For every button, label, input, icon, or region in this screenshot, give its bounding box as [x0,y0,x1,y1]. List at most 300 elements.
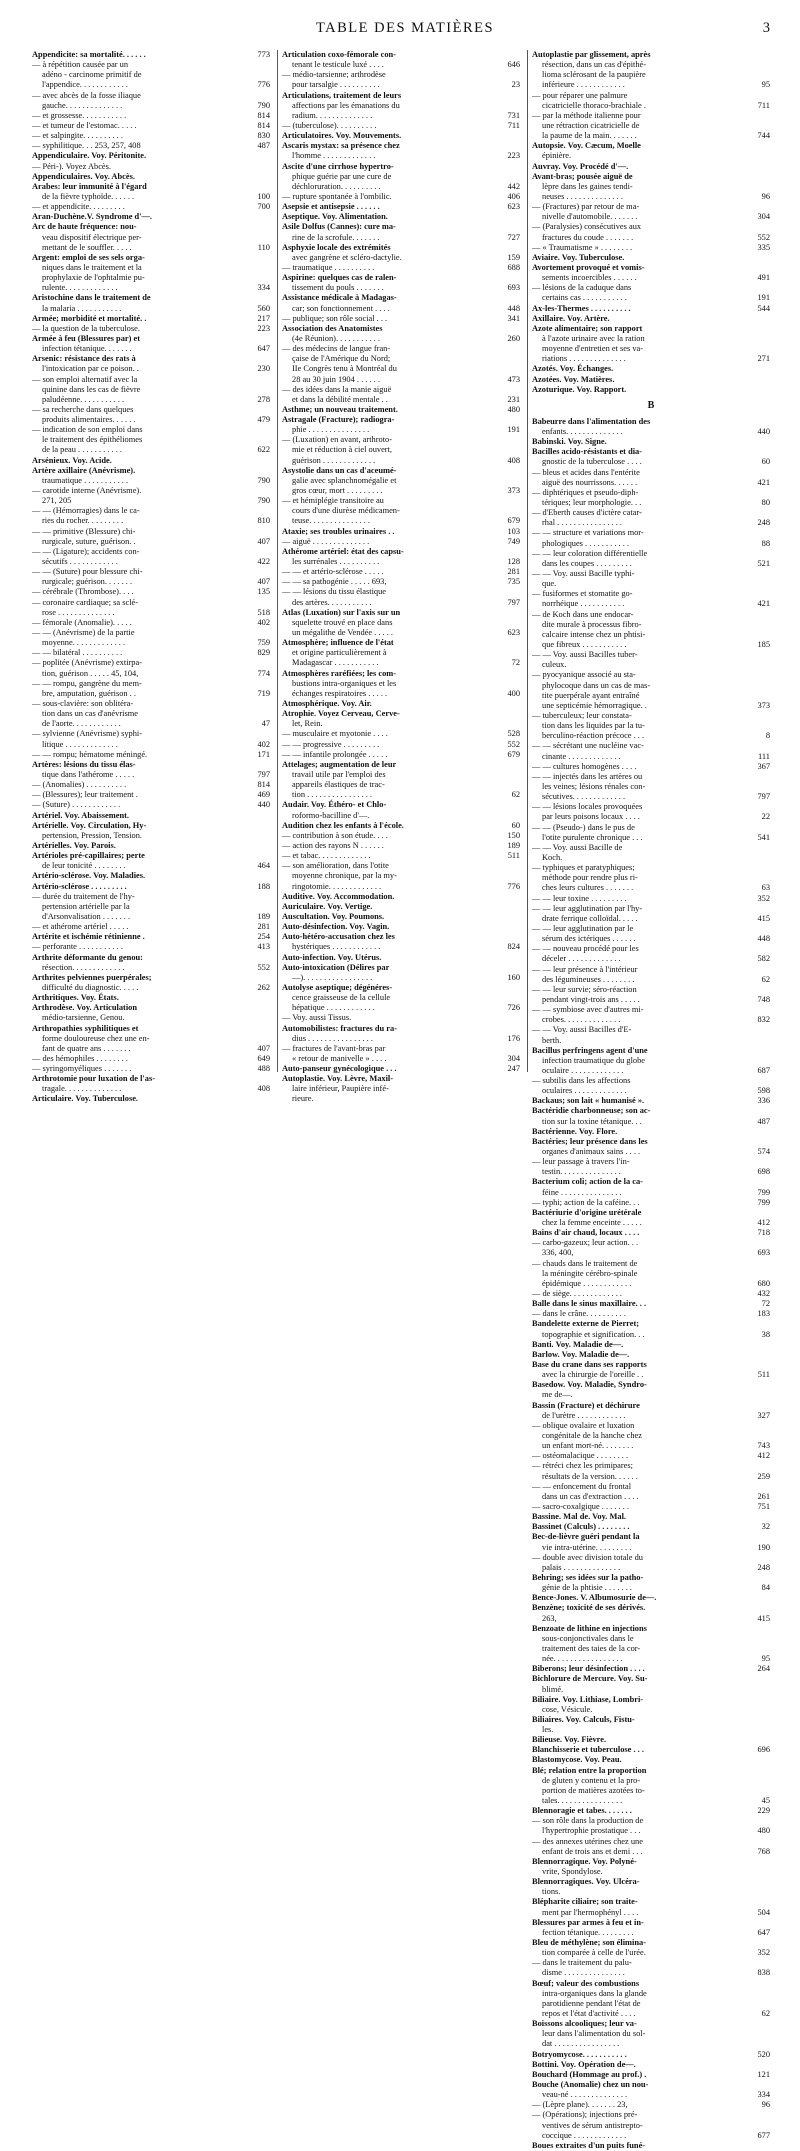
index-entry-continuation [532,1036,770,1046]
page-reference: 511 [742,1370,770,1380]
page-reference: 407 [242,537,270,547]
entry-text: Arsénieux. Voy. Acide. [32,455,112,465]
entry-text: squelette trouvé en place dans [292,617,393,627]
index-subentry [532,222,770,232]
entry-text: — coronaire cardiaque; sa sclé- [32,597,139,607]
index-entry [532,1624,770,1634]
index-entry-continuation [282,60,520,70]
entry-text: avec gangrène et scléro-dactylie. [292,252,402,262]
index-entry [532,50,770,60]
index-subentry [32,658,270,668]
entry-text: sous-conjonctivales dans le [542,1633,634,1643]
index-entry-continuation [32,364,270,374]
index-entry-continuation [532,2131,770,2141]
entry-text: tion dans les liquides par la tu- [542,721,645,731]
page-reference: 135 [242,587,270,597]
entry-text: infection traumatique du globe [542,1055,646,1065]
index-entry-continuation [282,364,520,374]
entry-text: vrite, Spondylose. [542,1867,603,1877]
index-subentry [32,141,270,151]
index-entry [532,1664,770,1674]
page-reference: 814 [242,780,270,790]
entry-text: Auscultation. Voy. Poumons. [282,911,385,921]
entry-text: — — symbiose avec d'autres mi- [532,1005,644,1015]
entry-text: à l'azote urinaire avec la ration [542,333,645,343]
entry-text: pertension, Pression, Tension. [42,830,142,840]
entry-text: tions. [542,1887,561,1897]
page-reference: 96 [742,2100,770,2110]
index-entry [32,1003,270,1013]
index-subentry [32,922,270,932]
page-reference: 814 [242,111,270,121]
entry-text: Avortement provoqué et vomis- [532,262,645,272]
entry-text: déceler . . . . . . . . . . . . . [542,954,621,964]
entry-text: Bottini. Voy. Opération de—. [532,2059,636,2069]
entry-text: sécutives. . . . . . . . . . . . . [542,792,626,802]
index-entry [32,953,270,963]
entry-text: fractures du coude . . . . . . . [542,232,634,242]
entry-text: les surrénales . . . . . . . . . . [292,557,380,567]
entry-text: — fémorale (Anomalie). . . . . [32,617,132,627]
page-reference: 367 [742,762,770,772]
entry-text: Autopsie. Voy. Cæcum, Moelle [532,141,641,151]
index-entry-continuation [532,620,770,630]
index-entry-continuation [532,1370,770,1380]
entry-text: cence graisseuse de la cellule [292,993,391,1003]
entry-text: ment par l'hermophényl . . . . [542,1907,639,1917]
index-entry-continuation [532,2029,770,2039]
page-reference: 128 [492,557,520,567]
index-subentry [32,486,270,496]
index-entry [32,811,270,821]
entry-text: Arthrite déformante du genou: [32,952,143,962]
entry-text: litique . . . . . . . . . . . . . [42,739,118,749]
entry-text: — et tumeur de l'estomac. . . . . [32,120,137,130]
index-entry [282,963,520,973]
entry-text: — dans le crâne. . . . . . . . . . [532,1309,626,1319]
index-entry [282,1024,520,1034]
index-entry-continuation [532,344,770,354]
index-entry-continuation [32,983,270,993]
entry-text: — sacro-coxalgique . . . . . . . [532,1501,629,1511]
entry-text: Auditive. Voy. Accommodation. [282,891,395,901]
index-subentry [532,2100,770,2110]
entry-text: Articulation coxo-fémorale con- [282,50,396,59]
index-entry-continuation [532,354,770,364]
entry-text: forme douloureuse chez une en- [42,1033,150,1043]
entry-text: Bactéries; leur présence dans les [532,1136,648,1146]
index-entry-continuation [532,1634,770,1644]
index-entry-continuation [282,780,520,790]
index-subentry [532,589,770,599]
index-entry [532,2060,770,2070]
index-entry-continuation [532,1066,770,1076]
index-entry [282,709,520,719]
index-entry [32,182,270,192]
entry-text: Auto-hétéro-accusation chez les [282,932,395,942]
index-entry-continuation [32,192,270,202]
index-entry [282,922,520,932]
page-reference: 264 [742,1664,770,1674]
entry-text: certains cas . . . . . . . . . . . [542,293,627,303]
index-entry [32,882,270,892]
entry-text: ventives de sérum antistrepto- [542,2120,643,2130]
index-entry-continuation [532,1796,770,1806]
entry-text: Backaus; son lait « humanisé ». [532,1096,645,1106]
index-entry-continuation [532,1015,770,1025]
index-entry [532,417,770,427]
entry-text: — (Opérations); injections pré- [532,2110,638,2120]
index-subentry [532,965,770,975]
index-entry [532,1715,770,1725]
index-entry [532,437,770,447]
entry-text: — d'Eberth causes d'ictère catar- [532,508,642,518]
entry-text: infection tétanique. . . . . . . [42,344,132,354]
entry-text: Arthritiques. Voy. États. [32,993,119,1003]
entry-text: Bactéridie charbonneuse; son ac- [532,1106,651,1116]
entry-text: rhal . . . . . . . . . . . . . . . . [542,518,623,528]
page-reference: 776 [492,882,520,892]
index-entry-continuation [532,1999,770,2009]
entry-text: — — lésions locales provoquées [532,802,643,812]
index-entry [32,222,270,232]
page-reference: 700 [242,202,270,212]
entry-text: Armée; morbidité et mortalité. . [32,313,147,323]
entry-text: Blastomycose. Voy. Peau. [532,1755,622,1765]
entry-text: résection. . . . . . . . . . . . . [42,962,125,972]
entry-text: — son amélioration, dans l'otite [282,861,389,871]
index-entry [32,50,270,60]
index-entry [532,1593,770,1603]
entry-text: Azoturique. Voy. Rapport. [532,384,627,394]
index-entry [532,375,770,385]
entry-text: — son emploi alternatif avec la [32,374,138,384]
index-subentry [32,790,270,800]
index-entry [32,293,270,303]
page-reference: 680 [742,1279,770,1289]
index-entry [532,172,770,182]
entry-text: Audair. Voy. Éthéro- et Chlo- [282,800,387,810]
entry-text: Aristochine dans le traitement de [32,293,151,303]
page-reference: 520 [742,2050,770,2060]
index-entry-continuation [32,557,270,567]
index-entry [282,699,520,709]
entry-text: niques dans le traitement et la [42,262,142,272]
page-reference: 727 [492,233,520,243]
page-reference: 185 [742,640,770,650]
index-entry-continuation [32,861,270,871]
entry-text: palais . . . . . . . . . . . . . . [542,1562,621,1572]
entry-text: sements incoercibles . . . . . . [542,273,637,283]
entry-text: Asile Dolfus (Cannes): cure ma- [282,222,396,232]
index-entry-continuation [532,273,770,283]
index-entry [532,1877,770,1887]
page-reference: 229 [742,1806,770,1816]
page-reference: 552 [492,740,520,750]
page-reference: 400 [492,689,520,699]
entry-text: cinante . . . . . . . . . . . . . [542,751,621,761]
index-subentry [532,741,770,751]
entry-text: tion comparée à celle de l'urée. [542,1948,646,1958]
entry-text: Koch. [542,852,563,862]
index-column-3 [532,50,770,2150]
page-reference: 718 [742,1228,770,1238]
entry-text: cours d'une diurèse médicamen- [292,506,400,516]
entry-text: — — leur présence à l'intérieur [532,964,638,974]
page-reference: 248 [742,518,770,528]
index-entry-continuation [532,934,770,944]
page-reference: 60 [742,457,770,467]
index-subentry [282,740,520,750]
entry-text: Argent: emploi de ses sels orga- [32,252,145,262]
index-subentry [532,1238,770,1248]
index-entry-continuation [282,395,520,405]
index-subentry [32,324,270,334]
entry-text: organes d'animaux sains . . . . [542,1147,641,1157]
entry-text: — — Voy. aussi Bacille typhi- [532,569,635,579]
index-entry [32,456,270,466]
page-reference: 334 [242,283,270,293]
page-reference: 95 [742,1654,770,1664]
index-entry-continuation [532,539,770,549]
page-reference: 711 [492,121,520,131]
entry-text: mie et réduction à ciel ouvert, [292,445,392,455]
index-entry-continuation [32,577,270,587]
entry-text: IIe Congrès tenu à Montréal du [292,364,397,374]
entry-text: Arthrodèse. Voy. Articulation [32,1003,137,1013]
page-reference: 552 [742,233,770,243]
entry-text: cose, Vésicule. [542,1704,593,1714]
index-entry-continuation [532,1968,770,1978]
page-reference: 373 [492,486,520,496]
entry-text: rine de la scrofule. . . . . . . [292,232,380,242]
index-subentry [282,435,520,445]
page-reference: 281 [242,922,270,932]
page-reference: 415 [742,1614,770,1624]
entry-text: Athérome artériel: état des capsu- [282,546,404,556]
index-entry [282,547,520,557]
index-subentry [532,1005,770,1015]
page-reference: 407 [242,577,270,587]
entry-text: la malaria . . . . . . . . . . . [42,303,122,313]
entry-text: Artério-sclérose. Voy. Maladies. [32,871,146,881]
page-reference: 448 [492,304,520,314]
entry-text: Articulations, traitement de leurs [282,90,402,100]
index-entry-continuation [532,1218,770,1228]
entry-text: — son rôle dans la production de [532,1816,644,1826]
index-entry-continuation [32,415,270,425]
index-entry [282,608,520,618]
index-entry [532,385,770,395]
entry-text: gros cœur, mort . . . . . . . . . [292,486,383,496]
entry-text: les veines; lésions rénales con- [542,781,646,791]
entry-text: — ostéomalacique . . . . . . . . [532,1451,629,1461]
index-entry-continuation [32,912,270,922]
entry-text: Azotés. Voy. Échanges. [532,364,614,374]
index-entry-continuation [532,1654,770,1664]
index-entry-continuation [532,212,770,222]
page-reference: 100 [242,192,270,202]
index-subentry [32,587,270,597]
entry-text: — double avec division totale du [532,1552,643,1562]
index-entry [532,1228,770,1238]
index-entry-continuation [32,770,270,780]
index-entry-continuation [532,1056,770,1066]
entry-text: un mégalithe de Vendée . . . . . [292,628,394,638]
page-reference: 72 [492,658,520,668]
entry-text: tion dans un cas d'anévrisme [42,709,138,719]
index-entry-continuation [282,506,520,516]
index-entry [32,760,270,770]
index-entry [282,324,520,334]
index-entry-continuation [282,182,520,192]
entry-text: ringotomie. . . . . . . . . . . . . [292,881,382,891]
entry-text: Base du crane dans ses rapports [532,1360,647,1369]
page-reference: 748 [742,995,770,1005]
index-subentry [532,1076,770,1086]
index-entry [282,212,520,222]
index-entry [32,821,270,831]
entry-text: phylocoque dans un cas de mas- [542,680,651,690]
index-entry [532,1695,770,1705]
entry-text: Boissons alcooliques; leur va- [532,2019,637,2029]
index-entry [282,821,520,831]
entry-text: dat . . . . . . . . . . . . . . . . [542,2039,620,2049]
page-reference: 412 [742,1218,770,1228]
entry-text: — Péri-). Voyez Abcès. [32,161,112,171]
entry-text: fant de quatre ans . . . . . . . [42,1043,131,1053]
index-entry [282,243,520,253]
index-entry-continuation [282,689,520,699]
index-entry-continuation [282,1094,520,1104]
index-entry [532,1532,770,1542]
entry-text: — — leur toxine . . . . . . . . . [532,893,627,903]
index-entry [282,800,520,810]
entry-text: Bassinet (Calculs) . . . . . . . . [532,1522,630,1532]
entry-text: inférieure . . . . . . . . . . . . [542,80,625,90]
entry-text: d'Arsonvalisation . . . . . . . [42,911,131,921]
index-entry-continuation [532,70,770,80]
page-reference: 677 [742,2131,770,2141]
entry-text: Ax-les-Thermes . . . . . . . . . . [532,303,631,313]
entry-text: — leur passage à travers l'in- [532,1157,630,1167]
entry-text: — — enfoncement du frontal [532,1481,632,1491]
page-reference: 32 [742,1522,770,1532]
index-subentry [532,508,770,518]
entry-text: (4e Réunion). . . . . . . . . . . [292,333,380,343]
index-subentry [532,1553,770,1563]
entry-text: Artério-sclérose . . . . . . . . . [32,881,127,891]
entry-text: Auto-désinfection. Voy. Vagin. [282,922,390,932]
entry-text: Atlas (Luxation) sur l'axis sur un [282,607,401,617]
entry-text: la méningite cérébro-spinale [542,1268,638,1278]
index-entry [532,364,770,374]
entry-text: Blé; relation entre la proportion [532,1765,647,1775]
page-reference: 480 [742,1826,770,1836]
entry-text: blimé. [542,1684,564,1694]
index-entry [532,1360,770,1370]
index-entry [532,253,770,263]
page-reference: 518 [242,608,270,618]
page-reference: 121 [742,2070,770,2080]
index-entry [532,2050,770,2060]
index-entry-continuation [532,995,770,1005]
index-subentry [32,942,270,952]
index-entry-continuation [282,354,520,364]
page-reference: 726 [492,1003,520,1013]
page-reference: 488 [242,1064,270,1074]
entry-text: quinine dans les cas de fièvre [42,384,141,394]
entry-text: — oblique ovalaire et luxation [532,1420,635,1430]
index-subentry [532,711,770,721]
index-entry-continuation [32,445,270,455]
entry-text: Ascite d'une cirrhose hypertro- [282,161,394,171]
entry-text: — — Voy. aussi Bacille de [532,842,623,852]
index-entry [532,1380,770,1390]
index-entry-continuation [532,1583,770,1593]
entry-text: —). . . . . . . . . . . . . . . . . [292,972,373,982]
index-subentry [532,650,770,660]
index-entry [532,1573,770,1583]
page-reference: 440 [742,427,770,437]
entry-text: Bassine. Mal de. Voy. Mal. [532,1512,626,1522]
index-entry-continuation [282,151,520,161]
page-reference: 687 [742,1066,770,1076]
entry-text: pertension artérielle par la [42,901,130,911]
page-reference: 832 [742,1015,770,1025]
entry-text: — pour réparer une palmure [532,90,628,100]
page-reference: 223 [242,324,270,334]
index-entry [282,50,520,60]
entry-text: veau dispositif électrique per- [42,232,142,242]
entry-text: traitement des taies de la cor- [542,1643,641,1653]
page-reference: 72 [742,1299,770,1309]
index-subentry [32,780,270,790]
index-subentry [532,1289,770,1299]
index-entry [532,1208,770,1218]
entry-text: — avec abcès de la fosse iliaque [32,90,141,100]
entry-text: tique dans l'athérome . . . . . [42,769,135,779]
entry-text: — (Paralysies) consécutives aux [532,222,642,232]
index-entry-continuation [282,658,520,668]
entry-text: 336, 400, [542,1248,574,1258]
page-reference: 110 [242,243,270,253]
index-entry [532,1319,770,1329]
index-subentry [532,1421,770,1431]
page-reference: 408 [242,1084,270,1094]
page-reference: 679 [492,516,520,526]
entry-text: Astragale (Fracture); radiogra- [282,415,395,425]
index-entry-continuation [532,1167,770,1177]
page-reference: 491 [742,273,770,283]
index-entry [282,466,520,476]
page-reference: 183 [742,1309,770,1319]
index-entry-continuation [532,1269,770,1279]
index-entry-continuation [532,1685,770,1695]
entry-text: coccique . . . . . . . . . . . . . [542,2130,627,2140]
index-entry [532,1918,770,1928]
entry-text: guérison . . . . . . . . . . . . . [292,455,376,465]
page-reference: 63 [742,883,770,893]
page-reference: 304 [492,1054,520,1064]
index-subentry [282,750,520,760]
index-entry-continuation [532,1644,770,1654]
index-subentry [282,587,520,597]
index-entry-continuation [32,516,270,526]
entry-text: tion, guérison . . . . . 45, 104, [42,668,139,678]
entry-text: 271, 205 [42,496,72,506]
index-subentry [532,528,770,538]
